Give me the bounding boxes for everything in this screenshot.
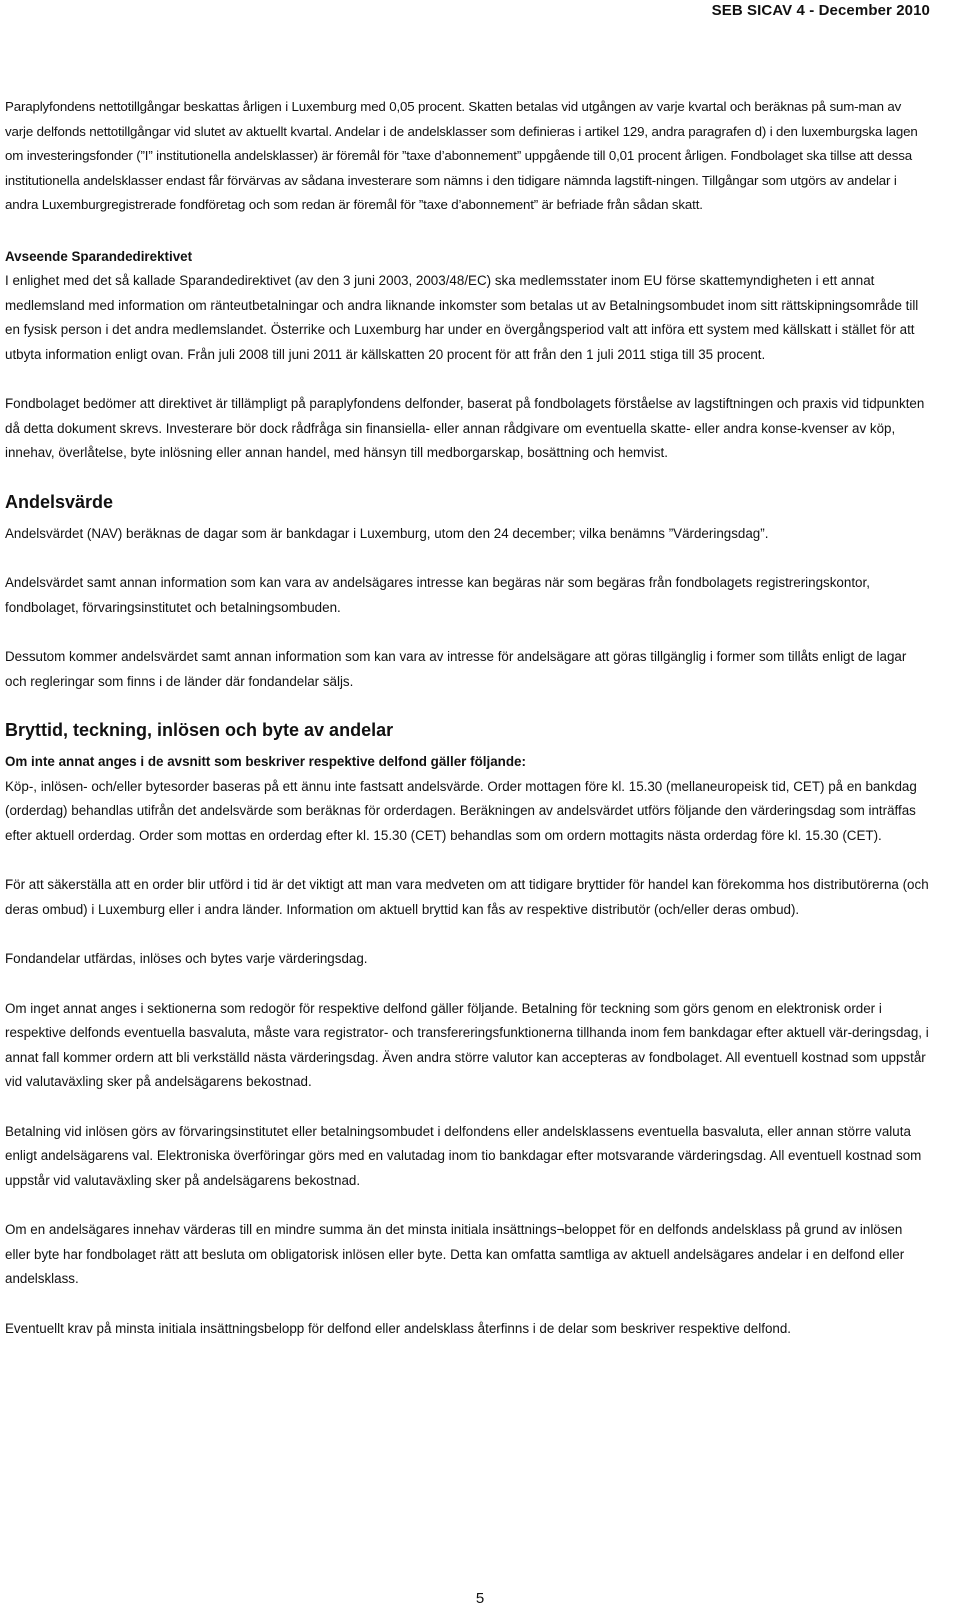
trading-paragraph-3: Fondandelar utfärdas, inlöses och bytes varje värderingsdag.	[5, 951, 368, 966]
savings-directive-paragraph: I enlighet med det så kallade Sparandedirektivet (av den 3 juni 2003, 2003/48/EC) ska medlemsstater inom EU förse skattemyndigheten i ett annat medlemsland med information om ränteutbetalningar och andra liknande inkomster som betalas ut av Betalningsombudet inom sitt rättskipningsområde till en fysisk person i det andra medlemslandet. Österrike och Luxemburg har under en övergångsperiod valt att införa ett system med källskatt i stället för att utbyta information enligt ovan. Från juli 2008 till juni 2011 är källskatten 20 procent för att från den 1 juli 2011 stiga till 35 procent.	[5, 273, 919, 362]
nav-section-heading: Andelsvärde	[5, 491, 114, 512]
directive-assessment-paragraph: Fondbolaget bedömer att direktivet är tillämpligt på paraplyfondens delfonder, baserat på fondbolagets förståelse av lagstiftningen och praxis vid tidpunkten då detta dokument skrevs. Investerare bör dock rådfråga sin finansiella- eller annan rådgivare om eventuella skatte- eller andra konse-kvenser av köp, innehav, överlåtelse, byte inlösning eller annan handel, med hänsyn till medborgarskap, bosättning och hemvist.	[5, 396, 925, 460]
tax-paragraph: Paraplyfondens nettotillgångar beskattas årligen i Luxemburg med 0,05 procent. Skatten betalas vid utgången av varje kvartal och beräknas på sum-man av varje delfonds nettotillgångar vid slutet av aktuellt kvartal. Andelar i de andelsklasser som definieras i artikel 129, andra paragrafen d) i den luxemburgska lagen om investeringsfonder (”I” institutionella andelsklasser) är föremål för ”taxe d’abonnement” uppgående till 0,01 procent årligen. Fondbolaget ska tillse att dessa institutionella andelsklasser endast får förvärvas av sådana investerare som nämns i den tidigare nämnda lagstift-ningen. Tillgångar som utgörs av andelar i andra Luxemburgregistrerade fondföretag och som redan är föremål för ”taxe d’abonnement” är befriade från sådan skatt.	[5, 99, 918, 212]
trading-paragraph-7: Eventuellt krav på minsta initiala insättningsbelopp för delfond eller andelsklass återfinns i de delar som beskriver respektive delfond.	[5, 1320, 792, 1336]
nav-paragraph-1: Andelsvärdet (NAV) beräknas de dagar som är bankdagar i Luxemburg, utom den 24 december; vilka benämns ”Värderingsdag”.	[5, 525, 769, 541]
running-header: SEB SICAV 4 - December 2010	[711, 2, 930, 19]
trading-paragraph-4: Om inget annat anges i sektionerna som redogör för respektive delfond gäller följande. Betalning för teckning som görs genom en elektronisk order i respektive delfonds eventuella basvaluta, måste vara registrator- och transfereringsfunktionerna tillhanda inom fem bankdagar efter aktuell vär-deringsdag, i annat fall kommer ordern att bli verkställd nästa värderingsdag. Även andra större valutor kan accepteras av fondbolaget. All eventuell kostnad som uppstår vid valutaväxling sker på andelsägarens bekostnad.	[5, 1000, 929, 1089]
trading-paragraph-1: Köp-, inlösen- och/eller bytesorder baseras på ett ännu inte fastsatt andelsvärde. Order mottagen före kl. 15.30 (mellaneuropeisk tid, CET) på en bankdag (orderdag) behandlas utifrån det andelsvärde som beräknas för orderdagen. Beräkningen av andelsvärdet utförs följande den värderingsdag som inträffas efter aktuell orderdag. Order som mottas en orderdag efter kl. 15.30 (CET) behandlas som om ordern mottagits nästa orderdag före kl. 15.30 (CET).	[5, 778, 917, 843]
nav-paragraph-3: Dessutom kommer andelsvärdet samt annan information som kan vara av intresse för andelsägare att göras tillgänglig i former som tillåts enligt de lagar och regleringar som finns i de länder där fondandelar säljs.	[5, 649, 907, 689]
trading-intro: Om inte annat anges i de avsnitt som beskriver respektive delfond gäller följande:	[5, 754, 526, 769]
document-body	[5, 95, 930, 1341]
trading-paragraph-2: För att säkerställa att en order blir utförd i tid är det viktigt att man vara medveten om att tidigare bryttider för handel kan förekomma hos distributörerna (och deras ombud) i Luxemburg eller i andra länder. Information om aktuell bryttid kan fås av respektive distributör (och/eller deras ombud).	[5, 877, 929, 917]
trading-paragraph-6: Om en andelsägares innehav värderas till en mindre summa än det minsta initiala insättnings¬beloppet för en delfonds andelsklass på grund av inlösen eller byte har fondbolaget rätt att besluta om obligatorisk inlösen eller byte. Detta kan omfatta samtliga av aktuell andelsägares andelar i en delfond eller andelsklass.	[5, 1222, 905, 1286]
trading-paragraph-5: Betalning vid inlösen görs av förvaringsinstitutet eller betalningsombudet i delfondens eller andelsklassens eventuella basvaluta, eller annan större valuta enligt andelsägarens val. Elektroniska överföringar görs med en valutadag inom tio bankdagar efter motsvarande värderingsdag. All eventuell kostnad som uppstår vid valutaväxling sker på andelsägarens bekostnad.	[5, 1123, 922, 1188]
trading-section-heading: Bryttid, teckning, inlösen och byte av andelar	[5, 720, 394, 740]
page-number: 5	[475, 1590, 485, 1607]
nav-paragraph-2: Andelsvärdet samt annan information som kan vara av andelsägares intresse kan begäras när som begäras från fondbolagets registreringskontor, fondbolaget, förvaringsinstitutet och betalningsombuden.	[5, 575, 870, 615]
savings-directive-heading: Avseende Sparandedirektivet	[5, 248, 193, 264]
